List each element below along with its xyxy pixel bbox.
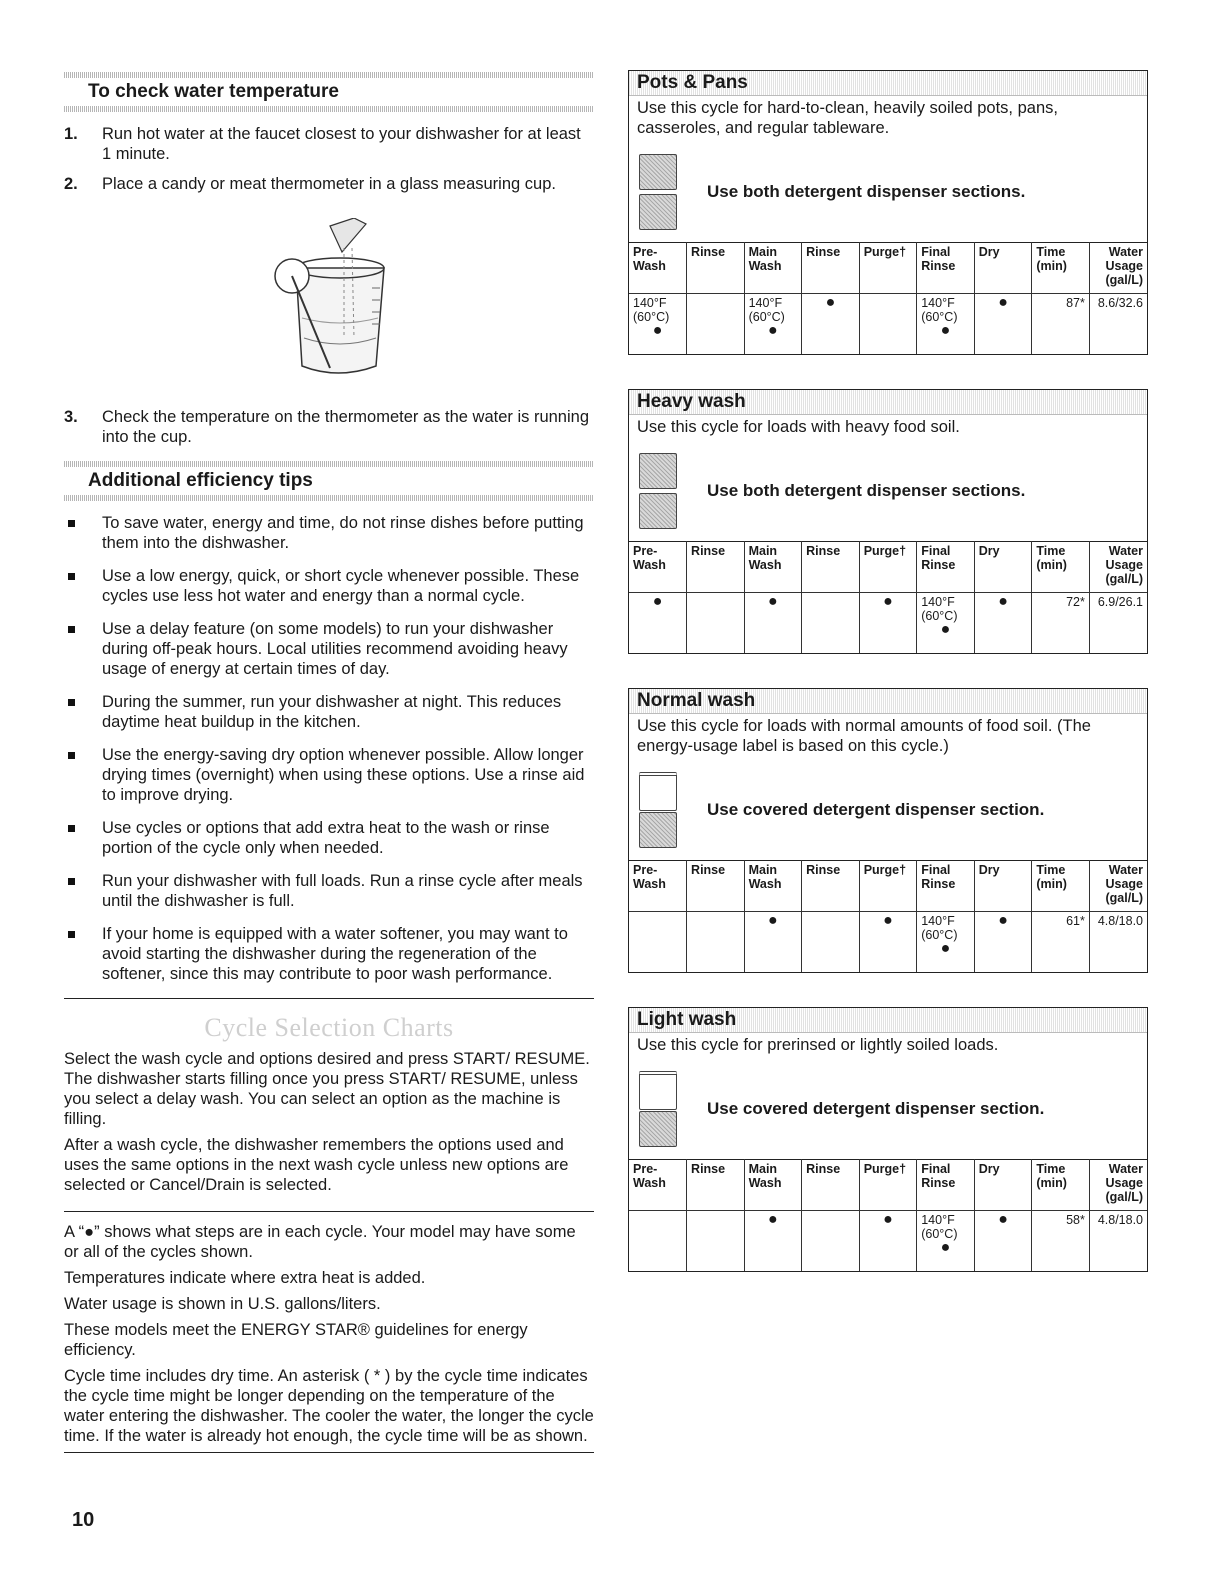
tip-text: To save water, energy and time, do not rinse dishes before putting them into the dishwasher. — [102, 514, 584, 552]
table-header: Pre- Wash — [629, 1160, 687, 1211]
table-cell — [1032, 912, 1090, 973]
table-header: Dry — [974, 243, 1032, 294]
table-cell — [744, 1211, 802, 1272]
table-cell — [802, 1211, 860, 1272]
table-header: Time (min) — [1032, 542, 1090, 593]
table-cell — [629, 912, 687, 973]
detergent-dispenser-icon — [639, 772, 677, 848]
cell-value: 140°F (60°C) — [921, 296, 958, 324]
section-divider — [64, 495, 594, 501]
cell-value: 4.8/18.0 — [1097, 914, 1143, 928]
table-cell — [687, 1211, 745, 1272]
tip-item — [64, 745, 594, 805]
table-cell — [974, 593, 1032, 654]
thermometer-in-cup-illustration — [268, 218, 408, 388]
table-cell — [1032, 1211, 1090, 1272]
cell-value: 140°F (60°C) — [921, 1213, 958, 1241]
step-dot: ● — [768, 322, 778, 339]
table-header: Purge† — [859, 542, 917, 593]
step-dot: ● — [940, 322, 951, 339]
note-paragraph: A “●” shows what steps are in each cycle. Your model may have some or all of the cycles shown. — [64, 1223, 576, 1261]
table-header: Rinse — [802, 243, 860, 294]
table-cell — [917, 294, 975, 355]
cycle-charts-title: Cycle Selection Charts — [204, 1013, 454, 1042]
step-dot: ● — [940, 1239, 951, 1256]
cycle-header — [629, 390, 1147, 415]
detergent-row — [629, 146, 1147, 242]
table-header: Dry — [974, 861, 1032, 912]
table-header: Pre- Wash — [629, 542, 687, 593]
bullet-icon — [68, 573, 75, 580]
cycle-description: Use this cycle for loads with heavy food soil. — [637, 418, 960, 436]
table-cell — [1032, 593, 1090, 654]
table-row — [629, 912, 1147, 973]
table-header: Dry — [974, 1160, 1032, 1211]
step-number: 2. — [64, 175, 78, 193]
tip-item — [64, 871, 594, 911]
section-heading: Additional efficiency tips — [88, 470, 313, 491]
cycle-description: Use this cycle for hard-to-clean, heavily soiled pots, pans, casseroles, and regular tableware. — [637, 99, 1058, 137]
step-number: 1. — [64, 125, 78, 143]
cycle-title: Light wash — [629, 1008, 1147, 1032]
tip-text: If your home is equipped with a water softener, you may want to avoid starting the dishwasher during the regeneration of the softener, since this may contribute to poor wash performance. — [102, 925, 568, 983]
step-dot: ● — [825, 294, 836, 311]
step-text: Place a candy or meat thermometer in a glass measuring cup. — [102, 175, 556, 193]
step-dot: ● — [998, 1211, 1008, 1228]
cycle-table — [629, 541, 1147, 653]
table-cell — [629, 593, 687, 654]
page-number: 10 — [72, 1509, 95, 1531]
table-cell — [744, 294, 802, 355]
tip-item — [64, 619, 594, 679]
table-cell — [974, 294, 1032, 355]
cycle-title: Normal wash — [629, 689, 1147, 713]
tip-text: Use a low energy, quick, or short cycle whenever possible. These cycles use less hot water and energy than a normal cycle. — [102, 567, 580, 605]
cell-value: 140°F (60°C) — [633, 296, 670, 324]
cell-value: 87* — [1066, 296, 1085, 310]
table-header: Main Wash — [744, 542, 802, 593]
table-cell — [1089, 593, 1147, 654]
table-header: Time (min) — [1032, 861, 1090, 912]
table-header: Purge† — [859, 1160, 917, 1211]
table-header: Dry — [974, 542, 1032, 593]
table-cell — [917, 912, 975, 973]
cell-value: 72* — [1066, 595, 1085, 609]
section-divider — [64, 106, 594, 112]
tip-item — [64, 513, 594, 553]
table-cell — [802, 912, 860, 973]
table-cell — [744, 912, 802, 973]
table-cell — [687, 593, 745, 654]
tip-text: Use cycles or options that add extra heat to the wash or rinse portion of the cycle only when needed. — [102, 819, 550, 857]
table-header: Pre- Wash — [629, 861, 687, 912]
step-dot: ● — [998, 294, 1008, 311]
table-cell — [687, 912, 745, 973]
tip-item — [64, 692, 594, 732]
step-dot: ● — [998, 912, 1008, 929]
table-cell — [859, 593, 917, 654]
detergent-dispenser-icon — [639, 453, 677, 529]
tip-text: During the summer, run your dishwasher at night. This reduces daytime heat buildup in the kitchen. — [102, 693, 562, 731]
cell-value: 6.9/26.1 — [1097, 595, 1143, 609]
tip-text: Run your dishwasher with full loads. Run a rinse cycle after meals until the dishwasher is full. — [102, 872, 583, 910]
section-heading: To check water temperature — [88, 81, 339, 102]
table-cell — [859, 1211, 917, 1272]
cell-value: 140°F (60°C) — [748, 296, 785, 324]
water-temperature-section — [64, 72, 594, 447]
cell-value: 58* — [1066, 1213, 1085, 1227]
cycle-chart-box — [628, 389, 1148, 654]
tips-list — [64, 513, 594, 984]
detergent-dispenser-icon — [639, 1071, 677, 1147]
table-header: Rinse — [802, 861, 860, 912]
cycle-chart-box — [628, 1007, 1148, 1272]
table-cell — [859, 294, 917, 355]
tip-item — [64, 818, 594, 858]
table-header: Rinse — [687, 1160, 745, 1211]
table-header: Main Wash — [744, 1160, 802, 1211]
table-cell — [802, 593, 860, 654]
detergent-row — [629, 1063, 1147, 1159]
bullet-icon — [68, 699, 75, 706]
cycle-table — [629, 242, 1147, 354]
table-header: Final Rinse — [917, 1160, 975, 1211]
note-paragraph: Water usage is shown in U.S. gallons/liters. — [64, 1295, 381, 1313]
cycle-description: Use this cycle for prerinsed or lightly soiled loads. — [637, 1036, 999, 1054]
table-header: Main Wash — [744, 861, 802, 912]
table-header: Final Rinse — [917, 542, 975, 593]
bullet-icon — [68, 931, 75, 938]
section-rule — [64, 998, 594, 999]
step-item — [64, 174, 594, 194]
table-header: Purge† — [859, 861, 917, 912]
step-text: Run hot water at the faucet closest to your dishwasher for at least 1 minute. — [102, 125, 581, 163]
table-row — [629, 294, 1147, 355]
tip-item — [64, 566, 594, 606]
step-dot: ● — [768, 1211, 778, 1228]
table-cell — [917, 593, 975, 654]
bullet-icon — [68, 626, 75, 633]
note-paragraph: Temperatures indicate where extra heat is added. — [64, 1269, 426, 1287]
detergent-instruction: Use covered detergent dispenser section. — [707, 800, 1045, 819]
table-cell — [1089, 1211, 1147, 1272]
table-cell — [974, 912, 1032, 973]
table-header: Rinse — [687, 861, 745, 912]
cycle-description: Use this cycle for loads with normal amounts of food soil. (The energy-usage label is based on this cycle.) — [637, 717, 1091, 755]
table-header: Rinse — [687, 243, 745, 294]
cell-value: 140°F (60°C) — [921, 914, 958, 942]
step-dot: ● — [998, 593, 1008, 610]
table-cell — [629, 1211, 687, 1272]
step-item — [64, 407, 594, 447]
cycle-chart-box — [628, 70, 1148, 355]
tip-text: Use a delay feature (on some models) to run your dishwasher during off-peak hours. Local utilities recommend avoiding heavy usage of energy at certain times of day. — [102, 620, 568, 678]
step-dot: ● — [883, 593, 893, 610]
detergent-row — [629, 764, 1147, 860]
table-cell — [1089, 294, 1147, 355]
step-number: 3. — [64, 408, 78, 426]
note-paragraph: Cycle time includes dry time. An asterisk ( * ) by the cycle time indicates the cycle time might be longer depending on the temperature of the water entering the dishwasher. The cooler the water, the longer the cycle time. If the water is already hot enough, the cycle time will be as shown. — [64, 1367, 594, 1445]
table-header: Purge† — [859, 243, 917, 294]
step-dot: ● — [768, 912, 778, 929]
steps-list — [64, 124, 594, 194]
cycle-header — [629, 1008, 1147, 1033]
table-header: Rinse — [802, 542, 860, 593]
step-dot: ● — [940, 940, 951, 957]
table-header: Rinse — [687, 542, 745, 593]
tip-text: Use the energy-saving dry option whenever possible. Allow longer drying times (overnight) when using these options. Use a rinse aid to improve drying. — [102, 746, 585, 804]
detergent-instruction: Use covered detergent dispenser section. — [707, 1099, 1045, 1118]
table-header: Water Usage (gal/L) — [1089, 861, 1147, 912]
step-item — [64, 124, 594, 164]
step-dot: ● — [652, 593, 663, 610]
table-cell — [629, 294, 687, 355]
bullet-icon — [68, 825, 75, 832]
step-dot: ● — [652, 322, 663, 339]
cycle-table — [629, 860, 1147, 972]
table-header: Water Usage (gal/L) — [1089, 1160, 1147, 1211]
table-cell — [1032, 294, 1090, 355]
cell-value: 8.6/32.6 — [1097, 296, 1143, 310]
table-header: Pre- Wash — [629, 243, 687, 294]
step-text: Check the temperature on the thermometer as the water is running into the cup. — [102, 408, 589, 446]
table-cell — [917, 1211, 975, 1272]
table-header: Final Rinse — [917, 861, 975, 912]
intro-paragraph: After a wash cycle, the dishwasher remembers the options used and uses the same options in the next wash cycle unless new options are selected or Cancel/Drain is selected. — [64, 1136, 569, 1194]
step-dot: ● — [940, 621, 951, 638]
bullet-icon — [68, 752, 75, 759]
cycle-charts-column — [628, 70, 1156, 1306]
detergent-dispenser-icon — [639, 154, 677, 230]
detergent-row — [629, 445, 1147, 541]
note-paragraph: These models meet the ENERGY STAR® guidelines for energy efficiency. — [64, 1321, 528, 1359]
table-cell — [744, 593, 802, 654]
efficiency-tips-section — [64, 461, 594, 984]
steps-list-continued — [64, 407, 594, 447]
table-cell — [974, 1211, 1032, 1272]
step-dot: ● — [883, 912, 893, 929]
bullet-icon — [68, 878, 75, 885]
table-header: Water Usage (gal/L) — [1089, 243, 1147, 294]
cycle-chart-box — [628, 688, 1148, 973]
cell-value: 61* — [1066, 914, 1085, 928]
section-rule — [64, 1452, 594, 1453]
table-row — [629, 593, 1147, 654]
table-row — [629, 1211, 1147, 1272]
detergent-instruction: Use both detergent dispenser sections. — [707, 481, 1026, 500]
table-header: Final Rinse — [917, 243, 975, 294]
left-column — [64, 72, 594, 1453]
intro-paragraph: Select the wash cycle and options desired and press START/ RESUME. The dishwasher starts filling once you press START/ RESUME, unless you select a delay wash. You can select an option as the machine is filling. — [64, 1050, 590, 1128]
table-cell — [1089, 912, 1147, 973]
cycle-header — [629, 689, 1147, 714]
table-cell — [859, 912, 917, 973]
table-header: Time (min) — [1032, 1160, 1090, 1211]
table-cell — [687, 294, 745, 355]
detergent-instruction: Use both detergent dispenser sections. — [707, 182, 1026, 201]
bullet-icon — [68, 520, 75, 527]
cell-value: 4.8/18.0 — [1097, 1213, 1143, 1227]
table-header: Water Usage (gal/L) — [1089, 542, 1147, 593]
cycle-header — [629, 71, 1147, 96]
step-dot: ● — [768, 593, 778, 610]
cycle-title: Pots & Pans — [629, 71, 1147, 95]
cell-value: 140°F (60°C) — [921, 595, 958, 623]
table-header: Time (min) — [1032, 243, 1090, 294]
tip-item — [64, 924, 594, 984]
step-dot: ● — [883, 1211, 893, 1228]
cycle-title: Heavy wash — [629, 390, 1147, 414]
section-rule — [64, 1211, 594, 1212]
table-cell — [802, 294, 860, 355]
table-header: Main Wash — [744, 243, 802, 294]
cycle-table — [629, 1159, 1147, 1271]
table-header: Rinse — [802, 1160, 860, 1211]
